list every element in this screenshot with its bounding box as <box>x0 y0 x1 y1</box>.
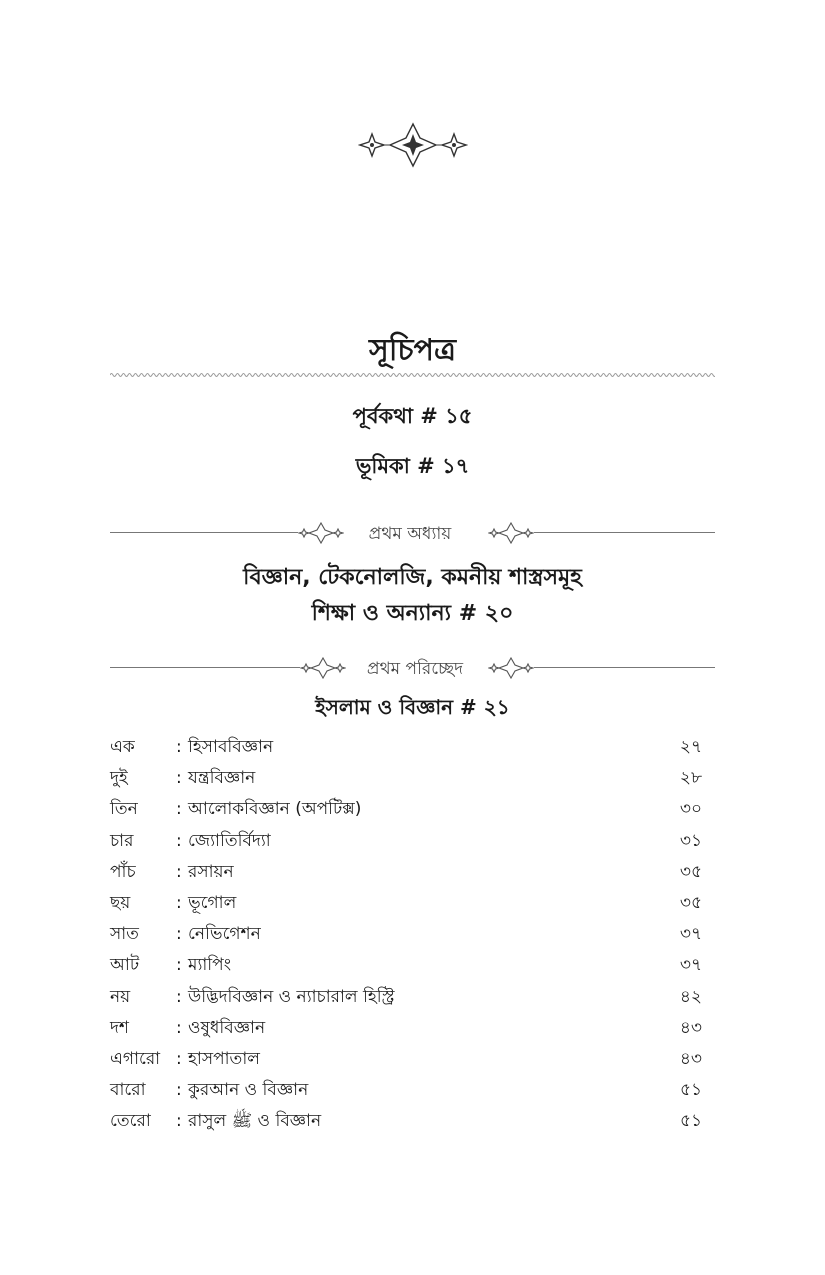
toc-entry <box>110 1077 702 1108</box>
section-header <box>110 653 715 683</box>
entry-topic: কুরআন ও বিজ্ঞান <box>188 1080 309 1101</box>
entry-number: বারো <box>110 1080 146 1101</box>
entry-page: ৩৭ <box>679 955 702 976</box>
toc-entry <box>110 890 702 921</box>
entry-colon: : <box>176 1017 182 1038</box>
entry-colon: : <box>176 1080 182 1101</box>
entry-colon: : <box>176 924 182 945</box>
entry-page: ৫১ <box>679 1111 702 1132</box>
toc-entry <box>110 796 702 827</box>
entry-topic: ওষুধবিজ্ঞান <box>188 1017 266 1038</box>
toc-entry <box>110 734 702 765</box>
entry-number: সাত <box>110 924 139 945</box>
chapter-header <box>110 518 715 548</box>
page-title: সূচিপত্র <box>369 333 456 368</box>
chapter-title-line2: শিক্ষা ও অন্যান্য # ২০ <box>311 601 514 626</box>
entry-colon: : <box>176 892 182 913</box>
rule-right <box>534 532 715 533</box>
entry-number: তিন <box>110 799 138 820</box>
entry-number: ছয় <box>110 892 131 913</box>
entry-number: নয় <box>110 986 131 1007</box>
entry-number: পাঁচ <box>110 861 136 882</box>
entry-colon: : <box>176 737 182 757</box>
rule-right <box>534 667 715 668</box>
entry-topic: ভূগোল <box>188 892 237 913</box>
entry-topic: হিসাববিজ্ঞান <box>188 737 274 757</box>
entry-colon: : <box>176 799 182 820</box>
entry-topic: রাসুল ﷺ ও বিজ্ঞান <box>188 1111 322 1132</box>
entry-page: ৩১ <box>679 830 702 851</box>
top-star-ornament-icon <box>358 122 468 168</box>
toc-entry <box>110 1108 702 1139</box>
entry-colon: : <box>176 955 182 976</box>
entry-colon: : <box>176 1048 182 1069</box>
entry-number: আট <box>110 955 140 976</box>
entry-topic: ম্যাপিং <box>188 955 232 976</box>
entry-page: ২৭ <box>679 737 702 757</box>
section-label: প্রথম পরিচ্ছেদ <box>366 659 464 679</box>
entry-number: দশ <box>110 1017 129 1038</box>
entry-number: তেরো <box>110 1111 151 1132</box>
toc-entry <box>110 921 702 952</box>
front-matter-bhumika: ভূমিকা # ১৭ <box>355 454 470 478</box>
entry-colon: : <box>176 861 182 882</box>
entry-topic: উদ্ভিদবিজ্ঞান ও ন্যাচারাল হিস্ট্রি <box>188 986 395 1007</box>
toc-entry <box>110 859 702 890</box>
entry-page: ২৮ <box>679 768 702 789</box>
entry-topic: হাসপাতাল <box>188 1048 260 1069</box>
entry-number: এগারো <box>110 1048 161 1069</box>
entry-colon: : <box>176 768 182 789</box>
toc-entry <box>110 1015 702 1046</box>
front-matter-purbokotha: পূর্বকথা # ১৫ <box>352 404 473 428</box>
small-star-ornament-icon <box>488 655 534 681</box>
entry-page: ৪৩ <box>679 1017 702 1038</box>
chapter-title-line1: বিজ্ঞান, টেকনোলজি, কমনীয় শাস্ত্রসমূহ <box>243 565 582 590</box>
small-star-ornament-icon <box>488 520 534 546</box>
entry-colon: : <box>176 830 182 851</box>
entry-topic: আলোকবিজ্ঞান (অপটিক্স) <box>188 799 362 820</box>
entry-page: ৩০ <box>679 799 702 820</box>
entry-page: ৩৫ <box>679 861 702 882</box>
wavy-divider <box>110 371 715 379</box>
toc-entry <box>110 952 702 983</box>
entry-page: ৫১ <box>679 1080 702 1101</box>
entry-topic: জ্যোতির্বিদ্যা <box>188 830 271 851</box>
entry-page: ৩৫ <box>679 892 702 913</box>
entry-number: চার <box>110 830 134 851</box>
entry-page: ৪৩ <box>679 1048 702 1069</box>
entry-page: ৪২ <box>679 986 702 1007</box>
toc-entry <box>110 828 702 859</box>
entry-topic: নেভিগেশন <box>188 924 261 945</box>
entry-colon: : <box>176 1111 182 1132</box>
rule-left <box>110 532 298 533</box>
toc-entry <box>110 765 702 796</box>
section-title: ইসলাম ও বিজ্ঞান # ২১ <box>315 695 510 719</box>
entry-number: এক <box>110 737 135 757</box>
entry-number: দুই <box>110 768 128 789</box>
toc-entry <box>110 984 702 1015</box>
entry-colon: : <box>176 986 182 1007</box>
toc-entry <box>110 1046 702 1077</box>
entry-topic: যন্ত্রবিজ্ঞান <box>188 768 256 789</box>
chapter-label: প্রথম অধ্যায় <box>368 524 452 544</box>
rule-left <box>110 667 300 668</box>
entry-page: ৩৭ <box>679 924 702 945</box>
toc-list <box>110 734 702 1139</box>
entry-topic: রসায়ন <box>188 861 234 882</box>
